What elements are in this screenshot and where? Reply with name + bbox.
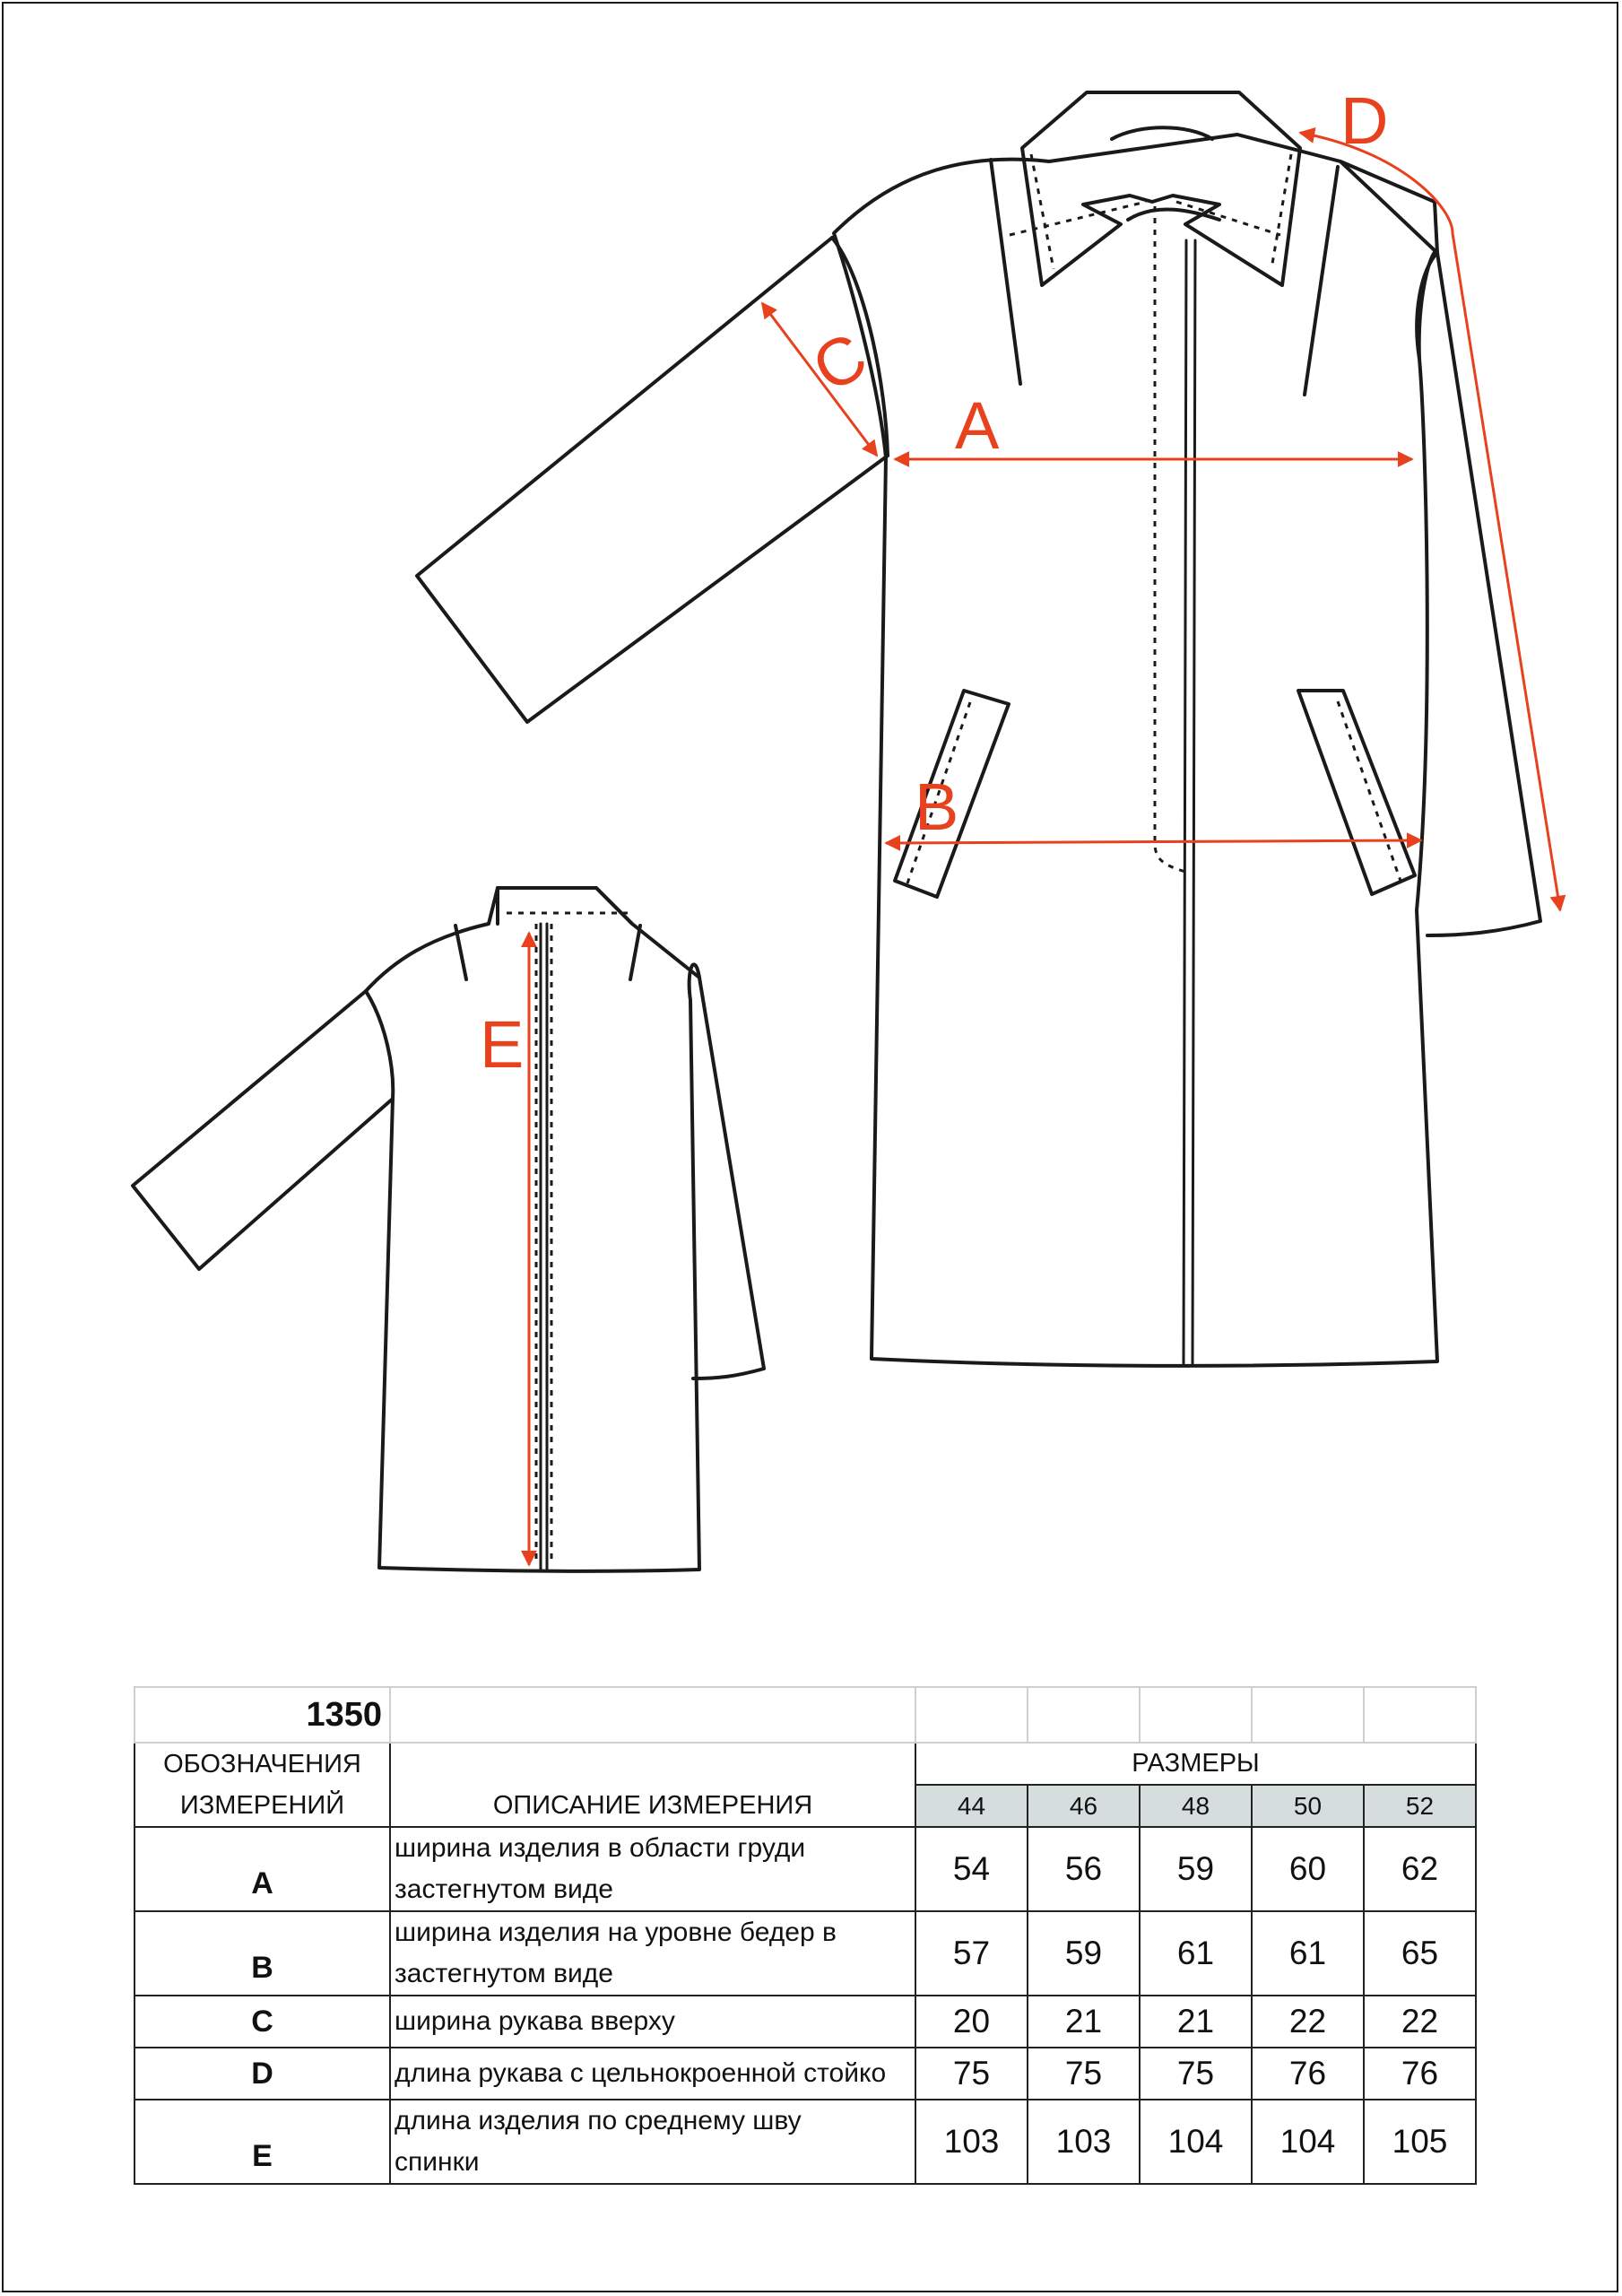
row-value: 21 bbox=[1140, 1996, 1252, 2048]
placket-line-2 bbox=[1184, 240, 1186, 1363]
row-value: 54 bbox=[915, 1827, 1028, 1911]
row-value: 61 bbox=[1140, 1911, 1252, 1996]
row-description: ширина изделия в области груди застегнутом виде bbox=[390, 1827, 915, 1911]
front-body-outline bbox=[834, 135, 1437, 1366]
row-value: 104 bbox=[1140, 2100, 1252, 2184]
collar-outline bbox=[1022, 92, 1300, 285]
size-50: 50 bbox=[1252, 1785, 1364, 1827]
right-sleeve bbox=[1340, 161, 1540, 935]
back-center-seam bbox=[541, 924, 547, 1570]
row-value: 76 bbox=[1364, 2048, 1476, 2100]
row-value: 75 bbox=[915, 2048, 1028, 2100]
back-left-sleeve bbox=[133, 991, 393, 1269]
back-right-dart bbox=[630, 926, 640, 979]
row-value: 59 bbox=[1140, 1827, 1252, 1911]
back-stitching bbox=[507, 913, 628, 1565]
row-description: ширина рукава вверху bbox=[390, 1996, 915, 2048]
back-body-outline bbox=[366, 888, 699, 1571]
table-row-a bbox=[134, 1827, 1476, 1911]
placket-line bbox=[1193, 240, 1195, 1363]
header-description: ОПИСАНИЕ ИЗМЕРЕНИЯ bbox=[390, 1743, 915, 1827]
back-collar bbox=[498, 888, 632, 924]
back-left-dart bbox=[455, 926, 466, 979]
row-value: 57 bbox=[915, 1911, 1028, 1996]
row-value: 75 bbox=[1028, 2048, 1140, 2100]
row-value: 22 bbox=[1364, 1996, 1476, 2048]
arrow-b bbox=[886, 840, 1421, 843]
right-pocket bbox=[1298, 691, 1415, 894]
front-right-dart bbox=[1305, 167, 1338, 395]
row-value: 103 bbox=[915, 2100, 1028, 2184]
row-mark: B bbox=[134, 1911, 390, 1996]
row-mark: C bbox=[134, 1996, 390, 2048]
row-mark: A bbox=[134, 1827, 390, 1911]
label-a: A bbox=[955, 388, 1000, 463]
size-chart-table bbox=[134, 1686, 1477, 2185]
row-value: 105 bbox=[1364, 2100, 1476, 2184]
back-view-coat bbox=[133, 888, 764, 1571]
front-view-coat bbox=[417, 92, 1540, 1366]
label-d: D bbox=[1340, 83, 1389, 158]
size-48: 48 bbox=[1140, 1785, 1252, 1827]
row-description: длина рукава с цельнокроенной стойко bbox=[390, 2048, 915, 2100]
row-value: 76 bbox=[1252, 2048, 1364, 2100]
row-description: ширина изделия на уровне бедер в застегнутом виде bbox=[390, 1911, 915, 1996]
header-row bbox=[134, 1743, 1476, 1785]
size-46: 46 bbox=[1028, 1785, 1140, 1827]
table-row-d bbox=[134, 2048, 1476, 2100]
table-row-c bbox=[134, 1996, 1476, 2048]
row-value: 59 bbox=[1028, 1911, 1140, 1996]
header-designation: ОБОЗНАЧЕНИЯ ИЗМЕРЕНИЙ bbox=[134, 1743, 390, 1827]
front-left-dart bbox=[991, 160, 1020, 384]
label-c: C bbox=[800, 317, 880, 407]
size-44: 44 bbox=[915, 1785, 1028, 1827]
row-mark: D bbox=[134, 2048, 390, 2100]
table-row-b bbox=[134, 1911, 1476, 1996]
row-value: 21 bbox=[1028, 1996, 1140, 2048]
header-sizes: РАЗМЕРЫ bbox=[915, 1743, 1476, 1785]
row-value: 65 bbox=[1364, 1911, 1476, 1996]
row-value: 20 bbox=[915, 1996, 1028, 2048]
row-value: 104 bbox=[1252, 2100, 1364, 2184]
table-row-e bbox=[134, 2100, 1476, 2184]
label-b: B bbox=[915, 770, 959, 844]
row-value: 60 bbox=[1252, 1827, 1364, 1911]
row-value: 22 bbox=[1252, 1996, 1364, 2048]
row-value: 103 bbox=[1028, 2100, 1140, 2184]
row-value: 62 bbox=[1364, 1827, 1476, 1911]
row-description: длина изделия по среднему шву спинки bbox=[390, 2100, 915, 2184]
row-value: 61 bbox=[1252, 1911, 1364, 1996]
row-value: 56 bbox=[1028, 1827, 1140, 1911]
row-value: 75 bbox=[1140, 2048, 1252, 2100]
back-right-sleeve bbox=[693, 978, 764, 1378]
left-sleeve bbox=[417, 238, 888, 722]
row-mark: E bbox=[134, 2100, 390, 2184]
model-row bbox=[134, 1687, 1476, 1743]
model-number: 1350 bbox=[134, 1687, 390, 1743]
size-52: 52 bbox=[1364, 1785, 1476, 1827]
label-e: E bbox=[480, 1007, 525, 1082]
collar-neckline bbox=[1112, 127, 1212, 139]
